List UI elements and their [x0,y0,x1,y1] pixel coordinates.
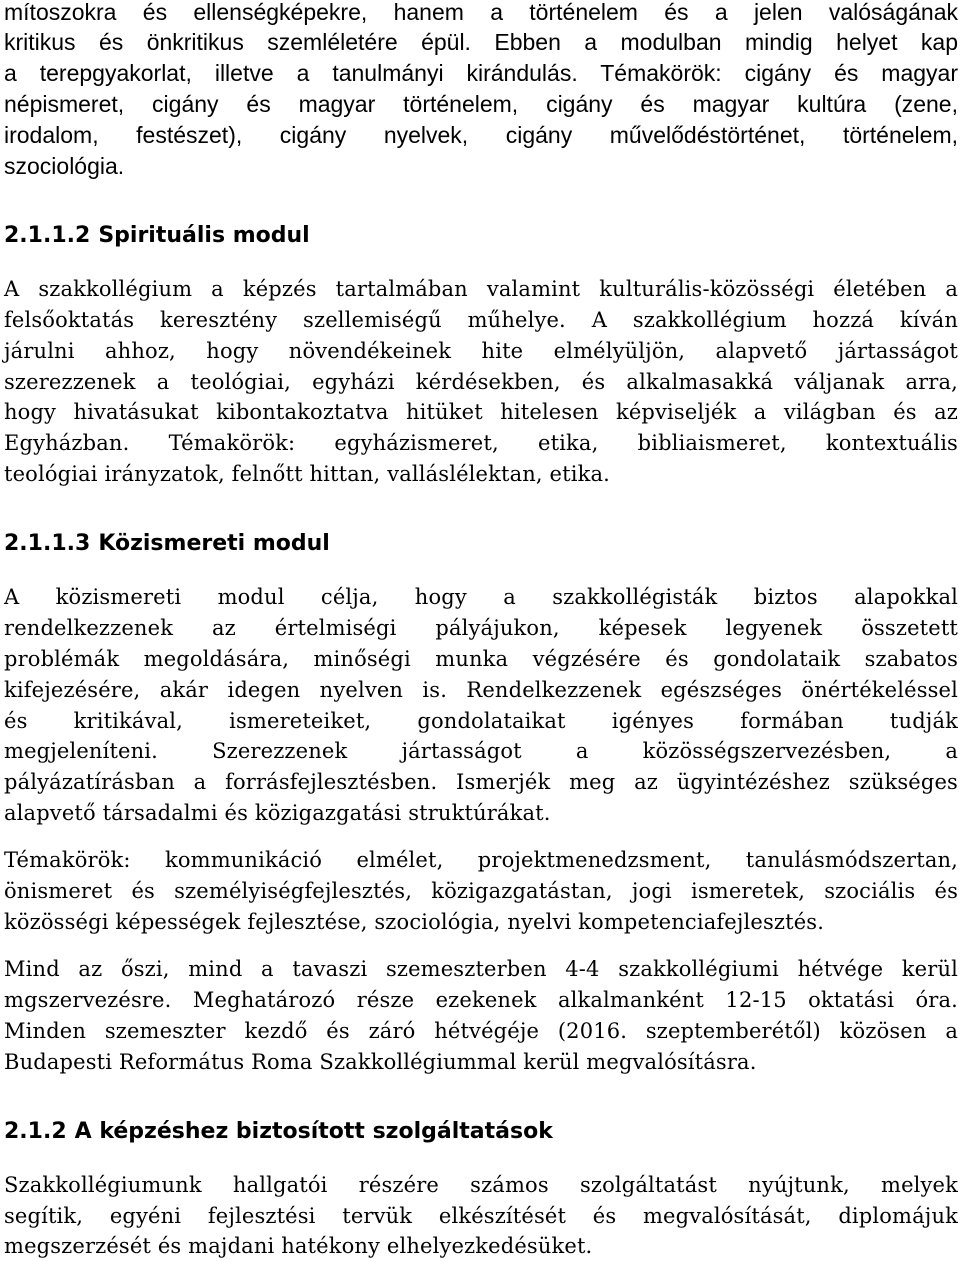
text-line: járulni ahhoz, hogy növendékeinek hite elmélyüljön, alapvető jártasságot [4,339,958,363]
text-line: problémák megoldására, minőségi munka végzésére és gondolataik szabatos [4,647,958,671]
text-line: közösségi képességek fejlesztése, szociológia, nyelvi kompetenciafejlesztés. [4,910,825,934]
text-line: Budapesti Református Roma Szakkollégiummal kerül megvalósításra. [4,1050,757,1074]
text-line: segítik, egyéni fejlesztési tervük elkészítését és megvalósítását, diplomájuk [4,1204,958,1228]
text-line: a terepgyakorlat, illetve a tanulmányi kirándulás. Témakörök: cigány és magyar [4,60,958,86]
text-line: önismeret és személyiségfejlesztés, közigazgatástan, jogi ismeretek, szociális és [4,879,958,903]
section-number: 2.1.1.3 [4,531,91,556]
text-line: A szakkollégium a képzés tartalmában valamint kulturális-közösségi életében a [4,277,958,301]
section-title: Közismereti modul [98,531,330,556]
text-line: Mind az őszi, mind a tavaszi szemeszterben 4-4 szakkollégiumi hétvége kerül [4,957,958,981]
section-title: Spirituális modul [98,223,310,248]
section-heading-services [4,1117,553,1147]
section-heading-spiritual [4,221,310,251]
text-line: hogy hivatásukat kibontakoztatva hitüket hitelesen képviseljék a világban és az [4,400,958,424]
text-line: mítoszokra és ellenségképekre, hanem a történelem és a jelen valóságának [4,0,958,25]
text-line: Témakörök: kommunikáció elmélet, projektmenedzsment, tanulásmódszertan, [4,848,958,872]
section-title: A képzéshez biztosított szolgáltatások [74,1119,553,1144]
text-line: Egyházban. Témakörök: egyházismeret, etika, bibliaismeret, kontextuális [4,431,958,455]
text-line: megszerzését és majdani hatékony elhelyezkedésüket. [4,1234,593,1258]
text-line: irodalom, festészet), cigány nyelvek, cigány művelődéstörténet, történelem, [4,122,958,148]
text-line: felsőoktatás keresztény szellemiségű műhelye. A szakkollégium hozzá kíván [4,308,958,332]
text-line: teológiai irányzatok, felnőtt hittan, valláslélektan, etika. [4,462,610,486]
section-number: 2.1.1.2 [4,223,91,248]
text-line: és kritikával, ismereteiket, gondolataikat igényes formában tudják [4,709,958,733]
text-line: Szakkollégiumunk hallgatói részére számos szolgáltatást nyújtunk, melyek [4,1173,958,1197]
text-line: pályázatírásban a forrásfejlesztésben. Ismerjék meg az ügyintézéshez szükséges [4,770,958,794]
section-number: 2.1.2 [4,1119,67,1144]
text-line: Minden szemeszter kezdő és záró hétvégéje (2016. szeptemberétől) közösen a [4,1019,958,1043]
text-line: szerezzenek a teológiai, egyházi kérdésekben, és alkalmasakká váljanak arra, [4,370,958,394]
text-line: népismeret, cigány és magyar történelem, cigány és magyar kultúra (zene, [4,91,958,117]
text-line: rendelkezzenek az értelmiségi pályájukon, képesek legyenek összetett [4,616,958,640]
text-line: mgszervezésre. Meghatározó része ezekenek alkalmanként 12-15 oktatási óra. [4,988,958,1012]
text-line: megjeleníteni. Szerezzenek jártasságot a közösségszervezésben, a [4,739,958,763]
text-line: kifejezésére, akár idegen nyelven is. Rendelkezzenek egészséges önértékeléssel [4,678,958,702]
text-line: A közismereti modul célja, hogy a szakkollégisták biztos alapokkal [4,585,958,609]
text-line: szociológia. [4,153,125,179]
text-line: alapvető társadalmi és közigazgatási struktúrákat. [4,801,551,825]
section-heading-public [4,529,330,559]
text-line: kritikus és önkritikus szemléletére épül. Ebben a modulban mindig helyet kap [4,29,958,55]
